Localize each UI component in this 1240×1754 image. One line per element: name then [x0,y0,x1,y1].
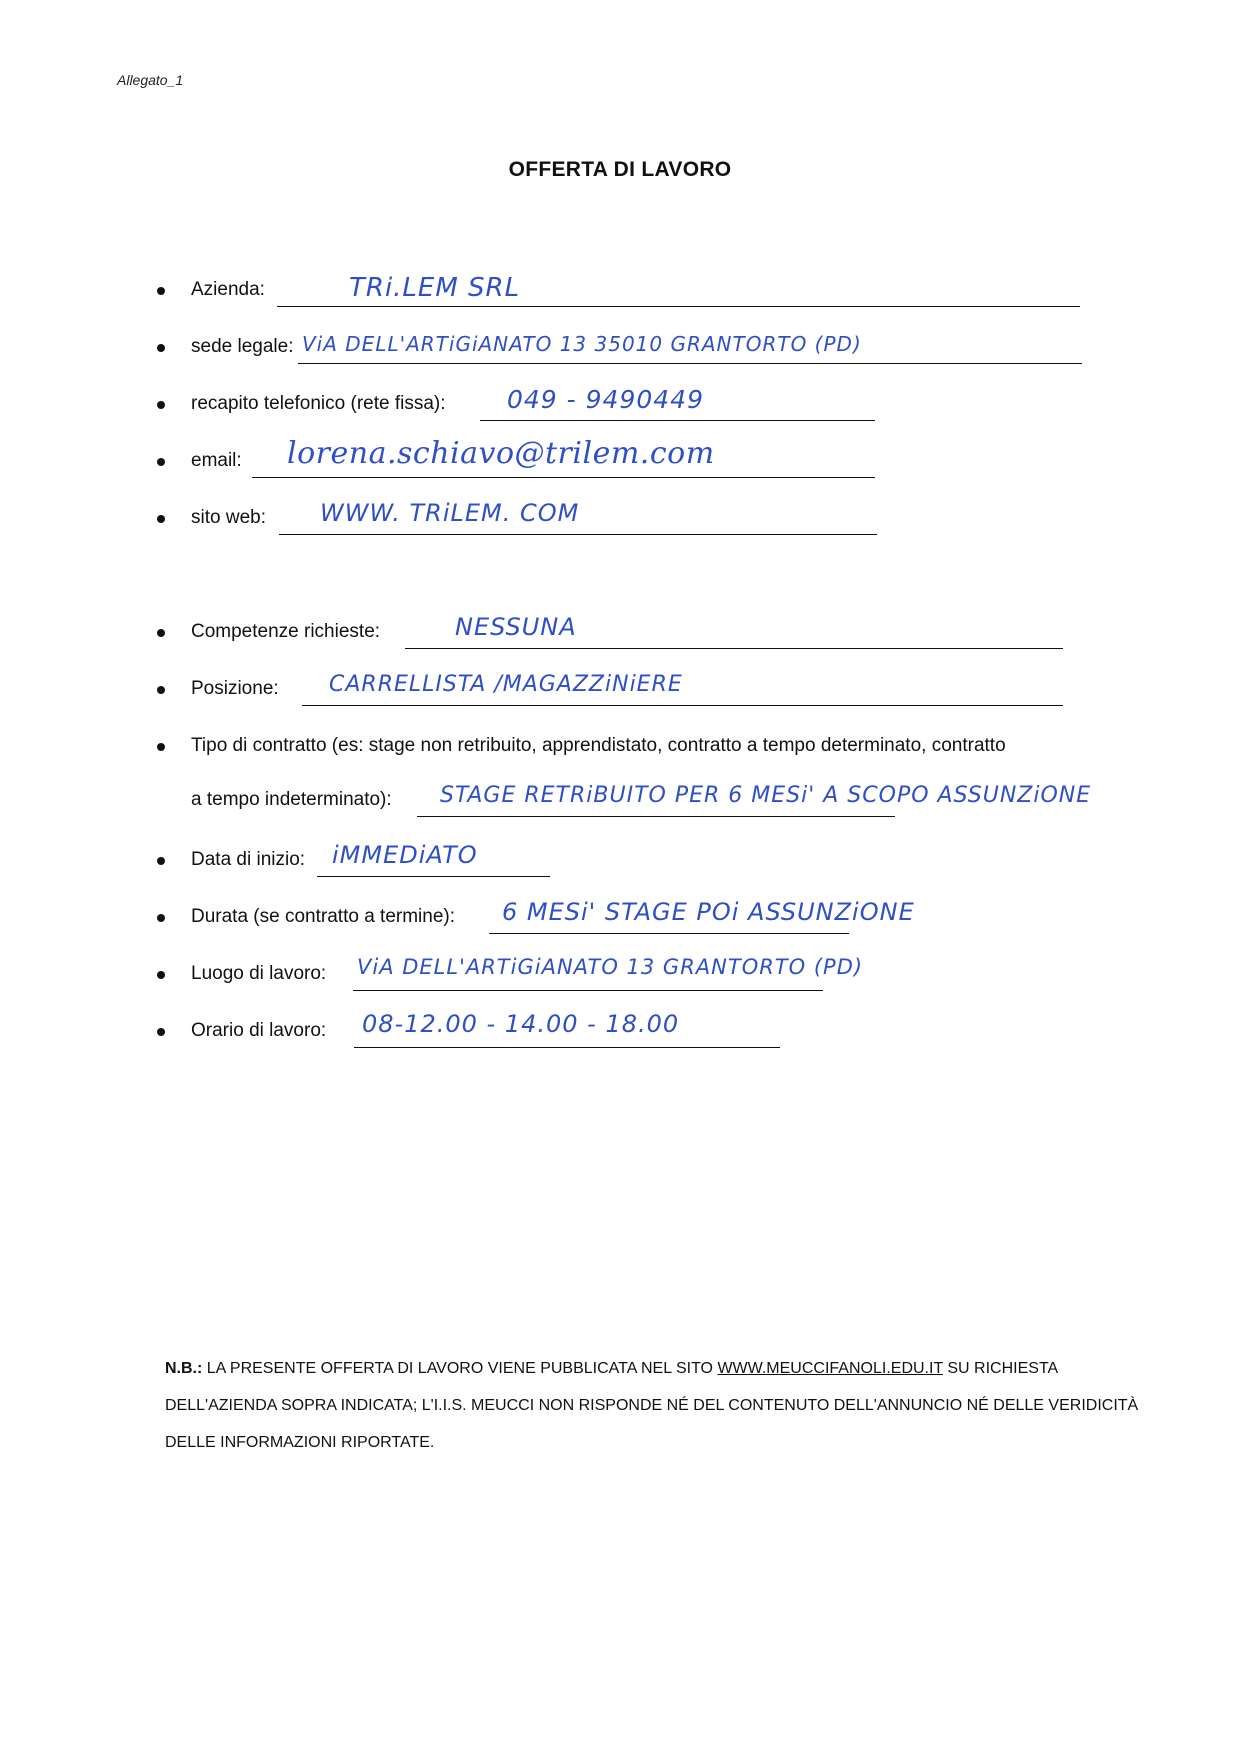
fill-line [252,477,875,478]
bullet-icon [157,857,165,865]
note-prefix: N.B.: [165,1360,203,1377]
field-label: Azienda: [191,279,265,300]
field-orario [157,1010,857,1054]
field-value[interactable]: 08-12.00 - 14.00 - 18.00 [362,1010,680,1038]
bullet-icon [157,1028,165,1036]
field-value[interactable]: iMMEDiATO [332,841,478,869]
fill-line [354,1047,780,1048]
bullet-icon [157,458,165,466]
bullet-icon [157,344,165,352]
field-label: Luogo di lavoro: [191,963,327,984]
fill-line [277,306,1080,307]
field-data-inizio [157,843,717,883]
field-label-continued: a tempo indeterminato): [191,789,392,810]
bullet-icon [157,401,165,409]
field-email [157,436,877,484]
fill-line [317,876,550,877]
bullet-icon [157,914,165,922]
field-label: Orario di lavoro: [191,1020,327,1041]
field-sede-legale [157,330,1087,370]
fill-line [298,363,1082,364]
field-value[interactable]: STAGE RETRiBUITO PER 6 MESi' A SCOPO ASSUNZiONE [440,783,1092,808]
note-text-continued: SU RICHIESTA DELL'AZIENDA SOPRA INDICATA; L'I.I.S. MEUCCI NON RISPONDE NÉ DEL CONTENUTO DELL'ANNUNCIO NÉ DELLE VERIDICITÀ DELLE INFORMAZIONI RIPORTATE. [165,1360,1139,1451]
field-luogo [157,957,957,997]
field-label: Competenze richieste: [191,621,381,642]
bullet-icon [157,686,165,694]
page-title: OFFERTA DI LAVORO [508,158,732,181]
field-label: sito web: [191,507,266,528]
field-value[interactable]: CARRELLISTA /MAGAZZiNiERE [329,672,683,697]
disclaimer-note [165,1350,1145,1461]
field-value[interactable]: WWW. TRiLEM. COM [320,499,580,527]
fill-line [302,705,1063,706]
bullet-icon [157,287,165,295]
field-label: Posizione: [191,678,279,699]
field-label: email: [191,450,242,471]
field-sito-web [157,501,877,541]
field-recapito [157,387,877,427]
field-value[interactable]: 049 - 9490449 [507,385,704,414]
field-tipo-contratto [157,729,1157,819]
attachment-label: Allegato_1 [117,72,184,88]
website-link[interactable]: WWW.MEUCCIFANOLI.EDU.IT [717,1360,943,1377]
fill-line [489,933,849,934]
field-azienda [157,273,1087,313]
bullet-icon [157,515,165,523]
fill-line [417,816,895,817]
field-value[interactable]: ViA DELL'ARTiGiANATO 13 35010 GRANTORTO (PD) [302,332,862,356]
field-value[interactable]: 6 MESi' STAGE POi ASSUNZiONE [502,898,915,926]
field-label: Tipo di contratto (es: stage non retribuito, apprendistato, contratto a tempo determinato, contratto [191,735,1006,756]
field-durata [157,900,957,940]
field-value[interactable]: NESSUNA [455,613,577,641]
field-value[interactable]: lorena.schiavo@trilem.com [287,436,715,471]
field-label: Durata (se contratto a termine): [191,906,455,927]
bullet-icon [157,971,165,979]
bullet-icon [157,743,165,751]
field-value[interactable]: TRi.LEM SRL [349,273,521,303]
field-posizione [157,672,1067,712]
fill-line [279,534,877,535]
field-label: Data di inizio: [191,849,306,870]
bullet-icon [157,629,165,637]
fill-line [353,990,823,991]
fill-line [480,420,875,421]
field-competenze [157,615,1067,655]
field-value[interactable]: ViA DELL'ARTiGiANATO 13 GRANTORTO (PD) [357,955,864,979]
note-text: LA PRESENTE OFFERTA DI LAVORO VIENE PUBBLICATA NEL SITO [202,1360,718,1377]
field-label: recapito telefonico (rete fissa): [191,393,446,414]
fill-line [405,648,1063,649]
field-label: sede legale: [191,336,294,357]
